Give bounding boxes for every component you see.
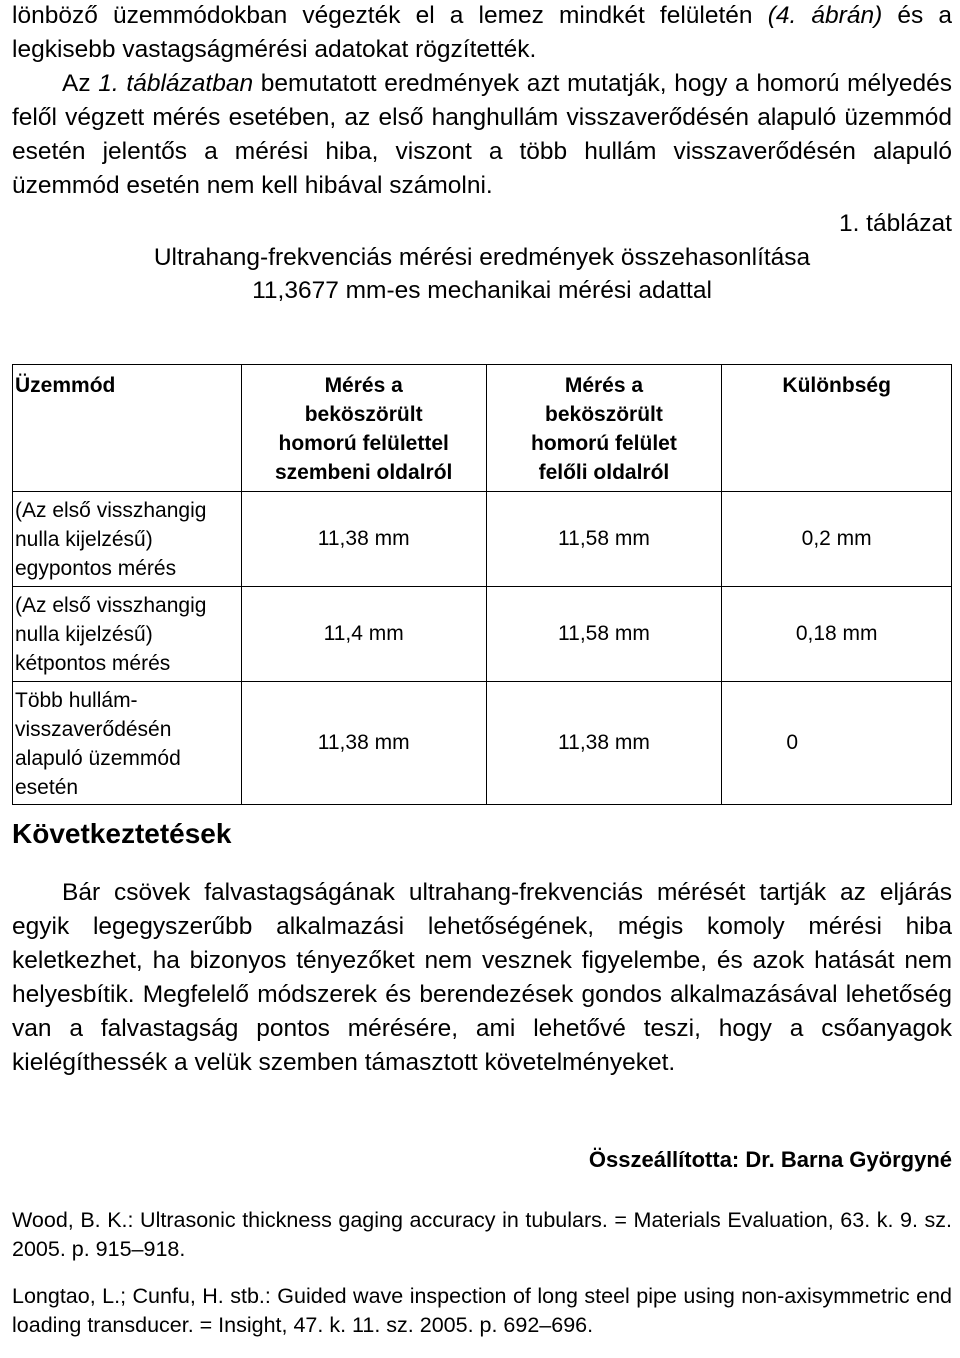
table-row [13, 492, 952, 587]
value-opposite: 11,38 mm [241, 492, 486, 587]
figure-reference: (4. ábrán) [767, 2, 883, 29]
value-difference: 0 [722, 682, 952, 805]
intro-text: és a legkisebb vastagságmérési adatokat rögzítették. [12, 2, 953, 63]
table-header-row [13, 365, 952, 492]
header-measure-near: Mérés a beköszörült homorú felület felőli oldalról [486, 365, 722, 492]
conclusions-section [12, 876, 952, 1080]
table-reference: 1. táblázatban [98, 70, 254, 97]
value-opposite: 11,38 mm [241, 682, 486, 805]
section-heading-conclusions: Következtetések [12, 818, 232, 849]
mode-cell: Több hullám-visszaverődésén alapuló üzemmód esetén [13, 682, 242, 805]
table-title-line2: 11,3677 mm-es mechanikai mérési adattal [252, 277, 712, 304]
reference-item: Longtao, L.; Cunfu, H. stb.: Guided wave inspection of long steel pipe using non-axisymmetric end loading transducer. = Insight, 47. k. 11. sz. 2005. p. 692–696. [12, 1284, 952, 1337]
table-number: 1. táblázat [838, 210, 952, 237]
table-title-line1: Ultrahang-frekvenciás mérési eredmények összehasonlítása [153, 244, 811, 271]
table-row [13, 682, 952, 805]
mode-cell: (Az első visszhangig nulla kijelzésű) kétpontos mérés [13, 587, 242, 682]
header-difference: Különbség [722, 365, 952, 492]
document-page [12, 0, 953, 1337]
value-near: 11,38 mm [486, 682, 722, 805]
references-list [12, 1206, 952, 1358]
intro-paragraph-continued [12, 0, 952, 67]
intro-text: Az [62, 70, 99, 97]
value-difference: 0,18 mm [722, 587, 952, 682]
results-table [12, 364, 952, 805]
table-row [13, 587, 952, 682]
value-difference: 0,2 mm [722, 492, 952, 587]
intro-text: bemutatott eredmények azt mutatják, hogy a homorú mélyedés felől végzett mérés esetében, az első hanghullám visszaverődésén alapuló üzemmód esetén jelentős a mérési hiba, viszont a több hullám visszaverődésén alapuló üzemmód esetén nem kell hibával számolni. [12, 70, 952, 199]
value-near: 11,58 mm [486, 587, 722, 682]
reference-item: Wood, B. K.: Ultrasonic thickness gaging accuracy in tubulars. = Materials Evaluation, 63. k. 9. sz. 2005. p. 915–918. [12, 1208, 952, 1261]
intro-text: lönböző üzemmódokban végezték el a lemez mindkét felületén [12, 2, 768, 29]
mode-cell: (Az első visszhangig nulla kijelzésű) egypontos mérés [13, 492, 242, 587]
intro-paragraph [12, 67, 952, 203]
author-credit: Összeállította: Dr. Barna Györgyné [588, 1147, 952, 1172]
header-measure-opposite: Mérés a beköszörült homorú felülettel szembeni oldalról [241, 365, 486, 492]
header-mode: Üzemmód [13, 365, 242, 492]
value-near: 11,58 mm [486, 492, 722, 587]
value-opposite: 11,4 mm [241, 587, 486, 682]
conclusions-paragraph: Bár csövek falvastagságának ultrahang-frekvenciás mérését tartják az eljárás egyik legegyszerűbb alkalmazási lehetőségének, mégis komoly mérési hiba keletkezhet, ha bizonyos tényezőket nem vesznek figyelembe, és azok hatását nem helyesbítik. Megfelelő módszerek és berendezések gondos alkalmazásával lehetőség van a falvastagság pontos mérésére, ami lehetővé teszi, hogy a csőanyagok kielégíthessék a velük szemben támasztott követelményeket. [12, 879, 952, 1076]
